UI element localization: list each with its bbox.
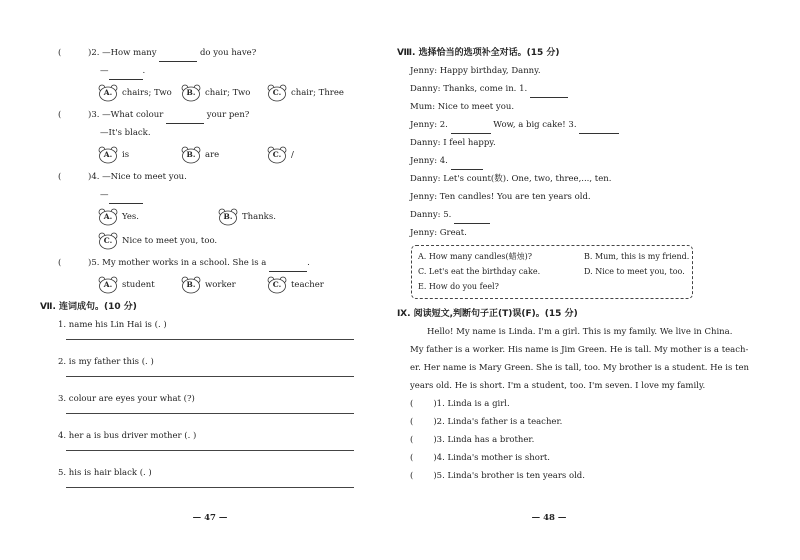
question-text: 5. My mother works in a school. She is a [91,258,267,268]
sentence-words: 2. is my father this (. ) [58,357,154,367]
judge-text: 5. Linda's brother is ten years old. [436,471,585,481]
option-text: Yes. [122,212,139,222]
dialog-line [410,152,772,170]
answer-line[interactable] [66,412,354,414]
answer-paren-close: ) [433,471,437,481]
dialog-text: Jenny: 2. [410,120,448,130]
section-9-title: Ⅸ. 阅读短文,判断句子正(T)误(F)。(15 分) [397,309,578,319]
left-page [40,40,370,501]
sentence-item [40,353,370,377]
question-3 [40,106,370,124]
option-letter: A. [103,280,113,289]
dialog-line [410,170,772,188]
question-text: 4. —Nice to meet you. [91,172,187,182]
dialog-line [410,224,772,242]
answer-paren-open: ( [58,172,62,182]
answer-paren-open: ( [58,258,62,268]
reading-passage [397,323,772,395]
answer-paren-open: ( [410,399,414,409]
answer-paren-close: ) [433,399,437,409]
option-letter: A. [103,88,113,97]
option-c[interactable] [98,230,217,252]
question-2 [40,44,370,62]
answer-paren-open: ( [410,435,414,445]
option-text: teacher [291,280,324,290]
sentence-words: 4. her a is bus driver mother (. ) [58,431,197,441]
reply-dash: — [100,190,109,200]
answer-line[interactable] [66,338,354,340]
answer-line[interactable] [66,486,354,488]
reply-text: —It's black. [100,128,151,138]
bear-badge-icon [267,276,287,294]
judge-item [410,431,772,449]
bear-badge-icon [218,208,238,226]
fill-blank[interactable] [530,85,568,98]
question-3-reply [40,124,370,142]
answer-paren-open: ( [58,110,62,120]
option-letter: A. [103,150,113,159]
option-letter: B. [223,212,233,221]
fill-blank[interactable] [451,157,483,170]
option-text: chair; Two [205,88,251,98]
option-text: Nice to meet you, too. [122,236,218,246]
option-b: B. Mum, this is my friend. [584,252,690,261]
sentence-words: 5. his is hair black (. ) [58,468,152,478]
dialog-line [410,116,772,134]
judge-item [410,449,772,467]
option-letter: C. [272,88,282,97]
dialog-text: Jenny: Ten candles! You are ten years old. [410,192,591,202]
answer-line[interactable] [66,449,354,451]
bear-badge-icon [181,276,201,294]
bear-badge-icon [98,276,118,294]
option-a[interactable] [98,206,139,228]
option-b[interactable] [181,144,219,166]
option-b[interactable] [181,274,236,296]
fill-blank[interactable] [109,67,143,80]
question-4 [40,168,370,186]
dialog-text: Danny: Let's count(数). One, two, three,..., ten. [410,174,612,184]
sentence-words: 3. colour are eyes your what (?) [58,394,195,404]
fill-blank[interactable] [454,211,490,224]
option-a: A. How many candles(蜡烛)? [418,252,533,261]
answer-paren-open: ( [410,471,414,481]
question-4-options-row1 [40,206,370,230]
dialog-line [410,98,772,116]
dialog-line [410,206,772,224]
judge-text: 4. Linda's mother is short. [436,453,550,463]
question-5 [40,254,370,272]
fill-blank[interactable] [579,121,619,134]
option-text: chair; Three [291,88,344,98]
right-page [397,40,772,485]
judge-item [410,413,772,431]
sentence-words: 1. name his Lin Hai is (. ) [58,320,167,330]
bear-badge-icon [181,84,201,102]
bear-badge-icon [98,84,118,102]
option-b[interactable] [181,82,250,104]
judge-item [410,467,772,485]
section-8-title: Ⅷ. 选择恰当的选项补全对话。(15 分) [397,48,560,58]
answer-paren-open: ( [410,417,414,427]
judge-text: 3. Linda has a brother. [436,435,535,445]
option-c[interactable] [267,82,344,104]
dialog-text: Jenny: 4. [410,156,448,166]
question-text-end: . [307,258,310,268]
option-letter: B. [186,150,196,159]
answer-paren-close: ) [88,258,92,268]
bear-badge-icon [181,146,201,164]
question-5-options [40,274,370,298]
answer-paren-close: ) [88,48,92,58]
option-a[interactable] [98,82,172,104]
option-text: Thanks. [242,212,276,222]
question-3-options [40,144,370,168]
fill-blank[interactable] [159,49,197,62]
judge-item [410,395,772,413]
option-text: chairs; Two [122,88,172,98]
question-2-reply [40,62,370,80]
dialog-text: Jenny: Happy birthday, Danny. [410,66,541,76]
dialog-text-mid: Wow, a big cake! 3. [493,120,577,130]
page-number-right: — 48 — [531,513,567,523]
sentence-item [40,464,370,488]
answer-paren-open: ( [410,453,414,463]
dialog-text: Jenny: Great. [410,228,467,238]
bear-badge-icon [98,208,118,226]
bear-badge-icon [98,146,118,164]
question-2-options [40,82,370,106]
dialog-line [410,134,772,152]
option-letter: C. [103,236,113,245]
answer-paren-close: ) [88,110,92,120]
question-4-options-row2 [40,230,370,254]
dialog-text: Danny: I feel happy. [410,138,496,148]
option-c[interactable] [267,144,294,166]
judge-text: 2. Linda's father is a teacher. [436,417,563,427]
sentence-item [40,390,370,414]
bear-badge-icon [267,146,287,164]
option-text: is [122,150,130,160]
dialog-line [410,62,772,80]
sentence-item [40,427,370,451]
judge-text: 1. Linda is a girl. [436,399,510,409]
answer-paren-close: ) [433,417,437,427]
bear-badge-icon [98,232,118,250]
fill-blank[interactable] [451,121,491,134]
dialog-text: Danny: Thanks, come in. 1. [410,84,528,94]
answer-line[interactable] [66,375,354,377]
option-a[interactable] [98,274,155,296]
option-letter: B. [186,280,196,289]
passage-line: er. Her name is Mary Green. She is tall, too. My brother is a student. He is ten [410,363,749,373]
answer-paren-close: ) [88,172,92,182]
option-letter: B. [186,88,196,97]
dialog-line [410,80,772,98]
question-text: 3. —What colour [91,110,164,120]
option-letter: A. [103,212,113,221]
passage-line: My father is a worker. His name is Jim Green. He is tall. My mother is a teach- [410,345,749,355]
option-text: are [205,150,220,160]
question-text-after: do you have? [199,48,257,58]
option-c[interactable] [267,274,324,296]
dialog-text: Mum: Nice to meet you. [410,102,515,112]
option-letter: C. [272,150,282,159]
section-7-title: Ⅶ. 连词成句。(10 分) [40,302,137,312]
reply-dash: — [100,66,109,76]
option-d: D. Nice to meet you, too. [584,267,685,276]
question-4-reply [40,186,370,204]
answer-paren-close: ) [433,453,437,463]
dialog-text: Danny: 5. [410,210,452,220]
option-b[interactable] [218,206,276,228]
option-box [411,245,693,299]
fill-blank[interactable] [269,259,307,272]
option-text: student [122,280,155,290]
fill-blank[interactable] [166,111,204,124]
answer-paren-close: ) [433,435,437,445]
option-a[interactable] [98,144,129,166]
reply-end: . [142,66,146,76]
passage-line: years old. He is short. I'm a student, too. I'm seven. I love my family. [410,381,706,391]
sentence-item [40,316,370,340]
option-c: C. Let's eat the birthday cake. [418,267,541,276]
fill-blank[interactable] [109,191,143,204]
page-number-left: — 47 — [192,513,228,523]
dialog-line [410,188,772,206]
passage-line: Hello! My name is Linda. I'm a girl. This is my family. We live in China. [427,327,733,337]
question-text: 2. —How many [91,48,157,58]
option-letter: C. [272,280,282,289]
option-text: worker [205,280,236,290]
answer-paren-open: ( [58,48,62,58]
option-text: / [291,150,294,160]
bear-badge-icon [267,84,287,102]
question-text-after: your pen? [206,110,250,120]
option-e: E. How do you feel? [418,282,499,291]
